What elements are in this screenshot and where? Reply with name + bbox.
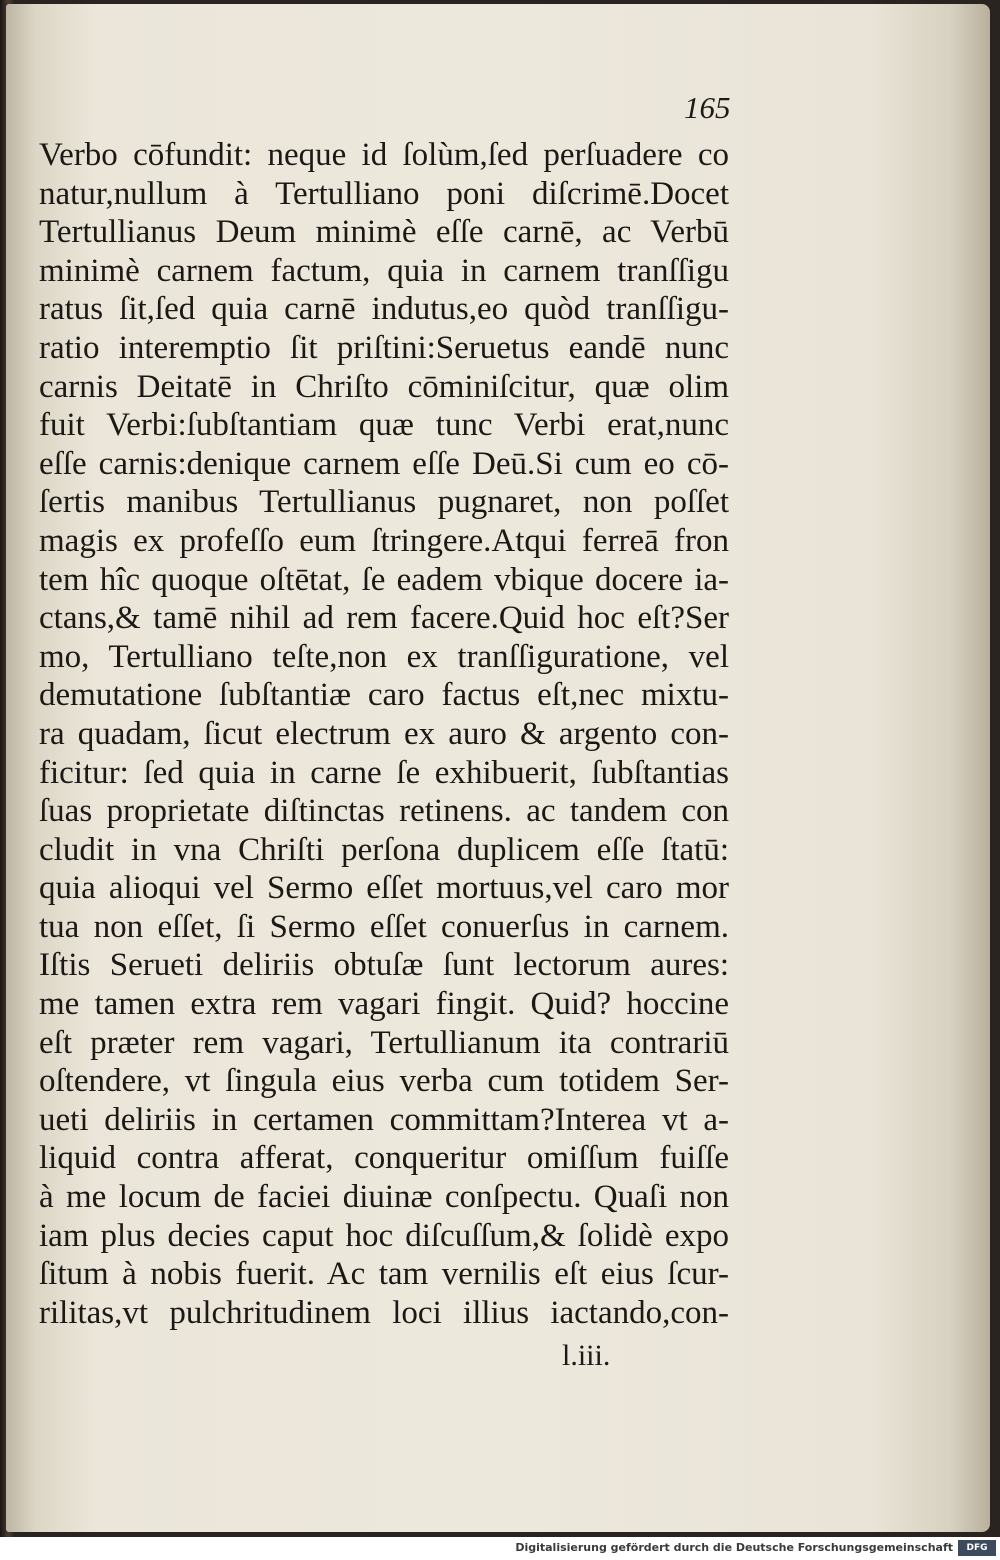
- text-line: tua non eſſet, ſi Sermo eſſet conuerſus in carnem.: [39, 908, 729, 945]
- text-line: mo, Tertulliano teſte,non ex tranſſiguratione, vel: [39, 638, 729, 675]
- text-line: fuit Verbi:ſubſtantiam quæ tunc Verbi erat,nunc: [39, 407, 729, 444]
- text-line: natur,nullum à Tertulliano poni diſcrimē.Docet: [39, 175, 729, 212]
- text-line: ratio interemptio ſit priſtini:Seruetus eandē nunc: [39, 329, 729, 366]
- text-line: ſertis manibus Tertullianus pugnaret, non poſſet: [39, 484, 729, 521]
- text-line: ratus ſit,ſed quia carnē indutus,eo quòd tranſſigu-: [39, 291, 729, 328]
- text-line: liquid contra afferat, conqueritur omiſſum fuiſſe: [39, 1140, 729, 1177]
- funding-credit: Digitalisierung gefördert durch die Deutsche Forschungsgemeinschaft: [515, 1541, 953, 1554]
- text-line: Iſtis Serueti deliriis obtuſæ ſunt lectorum aures:: [39, 947, 729, 984]
- text-line: rilitas,vt pulchritudinem loci illius iactando,con-: [39, 1294, 729, 1331]
- text-block: [39, 136, 729, 1332]
- dfg-logo: DFG: [958, 1540, 996, 1556]
- text-line: ctans,& tamē nihil ad rem facere.Quid hoc eſt?Ser: [39, 600, 729, 637]
- text-line: eſſe carnis:denique carnem eſſe Deū.Si cum eo cō-: [39, 445, 729, 482]
- text-line: ſuas proprietate diſtinctas retinens. ac tandem con: [39, 793, 729, 830]
- signature-mark: l.iii.: [562, 1339, 611, 1372]
- text-line: iam plus decies caput hoc diſcuſſum,& ſolidè expo: [39, 1217, 729, 1254]
- text-line: ueti deliriis in certamen committam?Interea vt a-: [39, 1101, 729, 1138]
- text-line: minimè carnem factum, quia in carnem tranſſigu: [39, 252, 729, 289]
- text-line: ſitum à nobis fuerit. Ac tam vernilis eſt eius ſcur-: [39, 1256, 729, 1293]
- text-line: à me locum de faciei diuinæ conſpectu. Quaſi non: [39, 1179, 729, 1216]
- text-line: Verbo cōfundit: neque id ſolùm,ſed perſuadere co: [39, 137, 729, 173]
- text-line: me tamen extra rem vagari fingit. Quid? hoccine: [39, 986, 729, 1023]
- text-line: eſt præter rem vagari, Tertullianum ita contrariū: [39, 1024, 729, 1061]
- text-line: ra quadam, ſicut electrum ex auro & argento con-: [39, 715, 729, 752]
- text-line: oſtendere, vt ſingula eius verba cum totidem Ser-: [39, 1063, 729, 1100]
- book-page: [6, 4, 990, 1532]
- page-number: 165: [684, 90, 731, 125]
- text-line: quia alioqui vel Sermo eſſet mortuus,vel caro mor: [39, 870, 729, 907]
- text-line: Tertullianus Deum minimè eſſe carnē, ac Verbū: [39, 214, 729, 251]
- text-line: demutatione ſubſtantiæ caro factus eſt,nec mixtu-: [39, 677, 729, 714]
- text-line: cludit in vna Chriſti perſona duplicem eſſe ſtatū:: [39, 831, 729, 868]
- footer-bar: [0, 1537, 1000, 1560]
- text-line: magis ex profeſſo eum ſtringere.Atqui ferreā fron: [39, 522, 729, 559]
- text-line: tem hîc quoque oſtētat, ſe eadem vbique docere ia-: [39, 561, 729, 598]
- text-line: carnis Deitatē in Chriſto cōminiſcitur, quæ olim: [39, 368, 729, 405]
- text-line: ficitur: ſed quia in carne ſe exhibuerit, ſubſtantias: [39, 754, 729, 791]
